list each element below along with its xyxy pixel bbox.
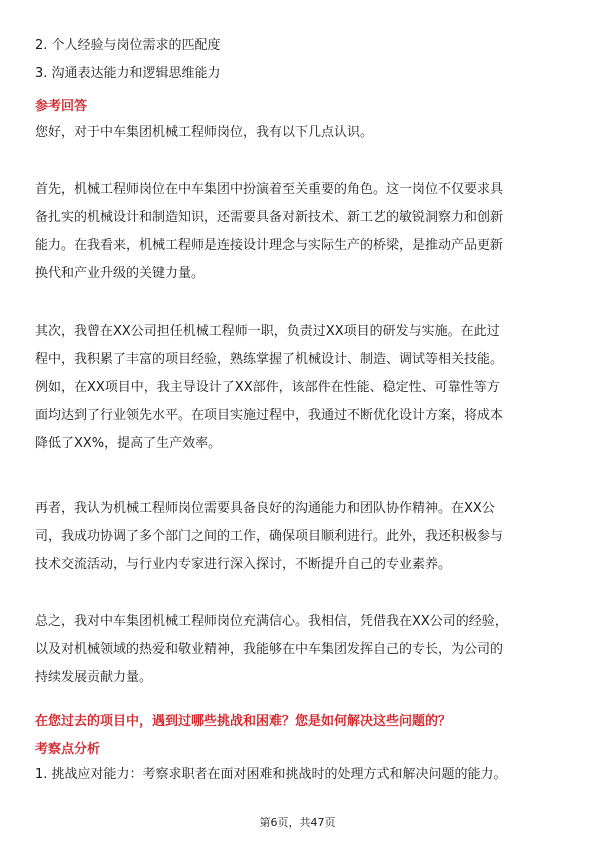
- answer-heading: 参考回答: [35, 99, 88, 114]
- answer-line: 面均达到了行业领先水平。在项目实施过程中，我通过不断优化设计方案，将成本: [35, 408, 504, 423]
- answer-line: 备扎实的机械设计和制造知识，还需要具备对新技术、新工艺的敏锐洞察力和创新: [35, 210, 504, 225]
- criteria-item: 3. 沟通表达能力和逻辑思维能力: [35, 66, 221, 81]
- answer-line: 降低了XX%，提高了生产效率。: [35, 436, 222, 451]
- answer-line: 换代和产业升级的关键力量。: [35, 266, 205, 281]
- answer-line: 其次，我曾在XX公司担任机械工程师一职，负责过XX项目的研发与实施。在此过: [35, 324, 500, 339]
- answer-line: 司，我成功协调了多个部门之间的工作，确保项目顺利进行。此外，我还积极参与: [35, 529, 504, 544]
- answer-line: 持续发展贡献力量。: [35, 670, 153, 685]
- analysis-item: 1. 挑战应对能力：考察求职者在面对困难和挑战时的处理方式和解决问题的能力。: [35, 767, 507, 782]
- answer-line: 技术交流活动，与行业内专家进行深入探讨，不断提升自己的专业素养。: [35, 557, 452, 572]
- next-question: 在您过去的项目中，遇到过哪些挑战和困难？您是如何解决这些问题的？: [35, 714, 452, 729]
- answer-line: 首先，机械工程师岗位在中车集团中扮演着至关重要的角色。这一岗位不仅要求具: [35, 182, 504, 197]
- answer-line: 以及对机械领域的热爱和敬业精神，我能够在中车集团发挥自己的专长，为公司的: [35, 642, 504, 657]
- criteria-item: 2. 个人经验与岗位需求的匹配度: [35, 38, 221, 53]
- answer-line: 程中，我积累了丰富的项目经验，熟练掌握了机械设计、制造、调试等相关技能。: [35, 352, 504, 367]
- analysis-heading: 考察点分析: [35, 742, 101, 757]
- answer-line: 例如，在XX项目中，我主导设计了XX部件，该部件在性能、稳定性、可靠性等方: [35, 380, 500, 395]
- answer-line: 总之，我对中车集团机械工程师岗位充满信心。我相信，凭借我在XX公司的经验，: [35, 614, 508, 629]
- answer-line: 您好，对于中车集团机械工程师岗位，我有以下几点认识。: [35, 125, 374, 140]
- answer-line: 再者，我认为机械工程师岗位需要具备良好的沟通能力和团队协作精神。在XX公: [35, 501, 495, 516]
- answer-line: 能力。在我看来，机械工程师是连接设计理念与实际生产的桥梁，是推动产品更新: [35, 238, 504, 253]
- page-footer: 第6页，共47页: [259, 816, 336, 829]
